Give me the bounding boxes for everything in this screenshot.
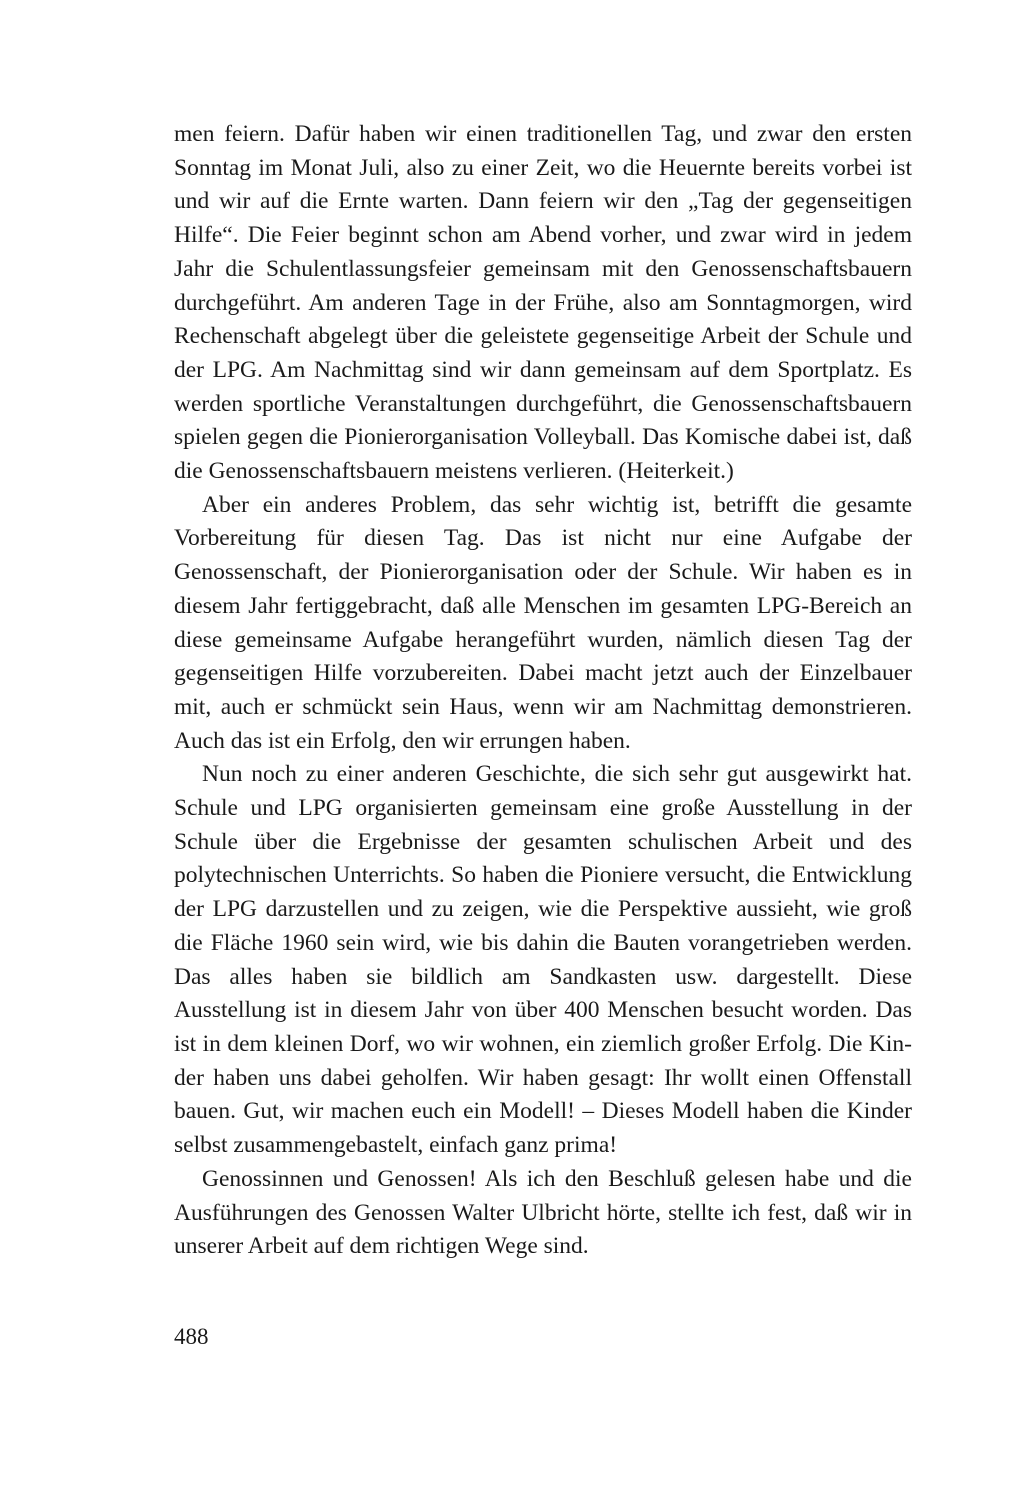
paragraph-2: Aber ein anderes Problem, das sehr wichtig ist, betrifft die gesamte Vorbereitung für diesen Tag. Das ist nicht nur eine Aufgabe der Genossenschaft, der Pionierorganisation oder der Schule. Wir haben es in diesem Jahr fertiggebracht, daß alle Menschen im gesamten LPG-Bereich an diese gemeinsame Aufgabe herangeführt wurden, nämlich diesen Tag der gegenseitigen Hilfe vorzubereiten. Dabei macht jetzt auch der Einzelbauer mit, auch er schmückt sein Haus, wenn wir am Nachmittag demonstrieren. Auch das ist ein Erfolg, den wir errungen haben. xyxy=(174,491,912,754)
body-text xyxy=(174,118,912,1264)
paragraph-1: men feiern. Dafür haben wir einen traditionellen Tag, und zwar den ersten Sonntag im Monat Juli, also zu einer Zeit, wo die Heuernte bereits vorbei ist und wir auf die Ernte warten. Dann feiern wir den „Tag der gegenseitigen Hilfe“. Die Feier beginnt schon am Abend vorher, und zwar wird in jedem Jahr die Schulentlassungsfeier gemeinsam mit den Genossenschaftsbauern durchgeführt. Am anderen Tage in der Frühe, also am Sonntagmorgen, wird Rechenschaft abgelegt über die geleistete gegenseitige Arbeit der Schule und der LPG. Am Nachmittag sind wir dann gemeinsam auf dem Sportplatz. Es werden sportliche Veranstaltungen durchgeführt, die Genossenschaftsbauern spielen gegen die Pionierorganisation Volleyball. Das Komische dabei ist, daß die Genossenschaftsbauern meistens verlieren. (Heiterkeit.) xyxy=(174,121,912,485)
paragraph-3: Nun noch zu einer anderen Geschichte, die sich sehr gut ausgewirkt hat. Schule und LPG organisierten gemeinsam eine große Ausstellung in der Schule über die Ergebnisse der gesamten schulischen Arbeit und des polytechnischen Unterrichts. So haben die Pioniere versucht, die Entwicklung der LPG darzustellen und zu zeigen, wie die Perspektive aussieht, wie groß die Fläche 1960 sein wird, wie bis dahin die Bauten vorangetrieben werden. Das alles haben sie bildlich am Sandkasten usw. dargestellt. Diese Ausstellung ist in diesem Jahr von über 400 Menschen besucht worden. Das ist in dem kleinen Dorf, wo wir wohnen, ein ziemlich großer Erfolg. Die Kinder haben uns dabei geholfen. Wir haben gesagt: Ihr wollt einen Offenstall bauen. Gut, wir machen euch ein Modell! – Dieses Modell haben die Kinder selbst zusammengebastelt, einfach ganz prima! xyxy=(174,761,912,1159)
page-number: 488 xyxy=(174,1324,209,1349)
paragraph-4: Genossinnen und Genossen! Als ich den Beschluß gelesen habe und die Ausführungen des Genossen Walter Ulbricht hörte, stellte ich fest, daß wir in unserer Arbeit auf dem richtigen Wege sind. xyxy=(174,1165,912,1260)
